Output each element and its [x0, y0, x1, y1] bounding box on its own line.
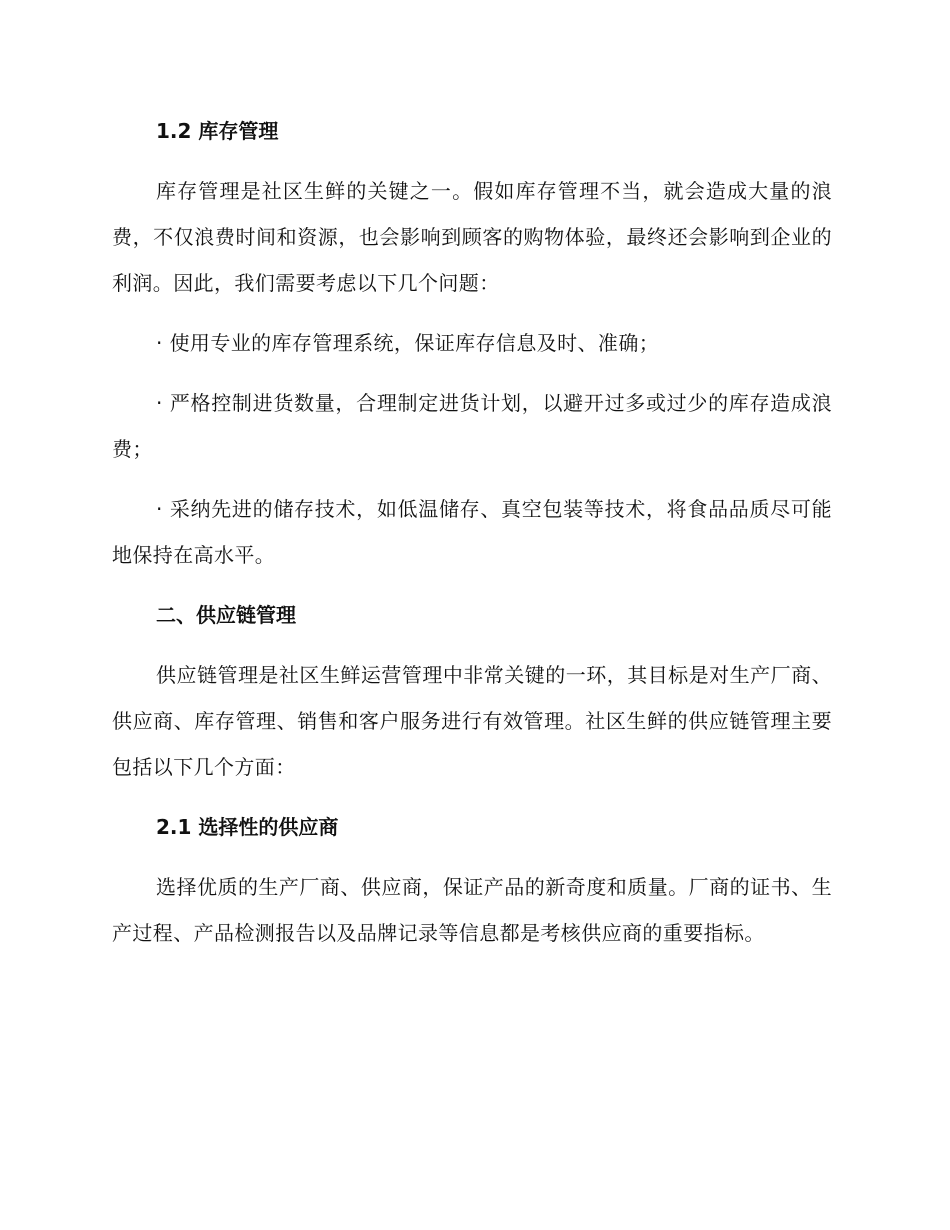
- paragraph-supplier: 选择优质的生产厂商、供应商，保证产品的新奇度和质量。厂商的证书、生产过程、产品检测报告以及品牌记录等信息都是考核供应商的重要指标。: [112, 875, 832, 945]
- paragraph-inventory-intro: 库存管理是社区生鲜的关键之一。假如库存管理不当，就会造成大量的浪费，不仅浪费时间和资源，也会影响到顾客的购物体验，最终还会影响到企业的利润。因此，我们需要考虑以下几个问题：: [112, 179, 832, 295]
- heading-supply-chain: 二、供应链管理: [156, 603, 296, 627]
- bullet-purchase-control: · 严格控制进货数量，合理制定进货计划，以避开过多或过少的库存造成浪费；: [112, 391, 832, 461]
- paragraph-supply-chain: 供应链管理是社区生鲜运营管理中非常关键的一环，其目标是对生产厂商、供应商、库存管理、销售和客户服务进行有效管理。社区生鲜的供应链管理主要包括以下几个方面：: [112, 663, 832, 779]
- bullet-storage-technology: · 采纳先进的储存技术，如低温储存、真空包装等技术，将食品品质尽可能地保持在高水平。: [112, 497, 832, 567]
- document-body: [112, 108, 832, 956]
- bullet-inventory-system: · 使用专业的库存管理系统，保证库存信息及时、准确；: [156, 331, 660, 355]
- heading-inventory-management: 1.2 库存管理: [156, 119, 279, 143]
- heading-selective-supplier: 2.1 选择性的供应商: [156, 815, 339, 839]
